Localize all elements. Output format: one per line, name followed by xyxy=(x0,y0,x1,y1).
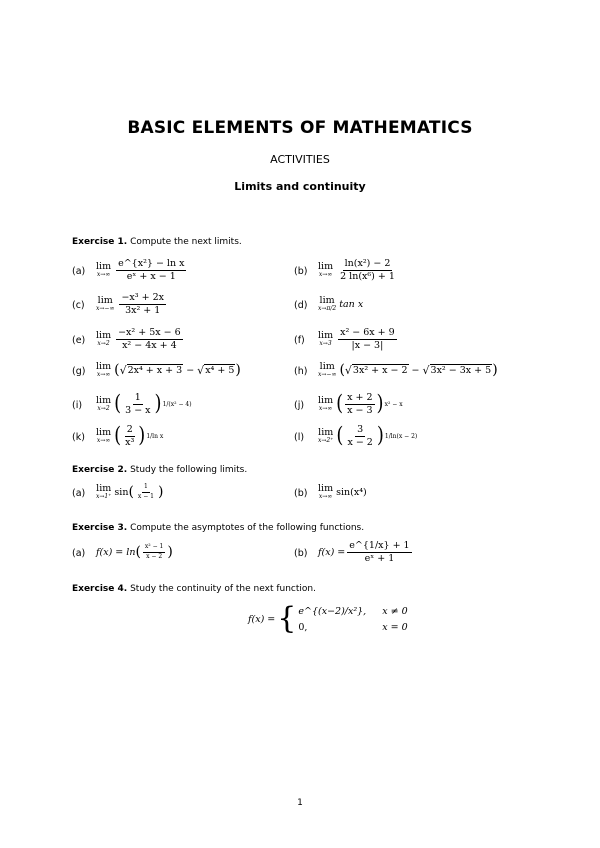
tan-expression: tan x xyxy=(339,298,364,310)
fraction: $\frac{1}{3 - x}$ xyxy=(125,391,151,416)
exponent: 1/ln(x − 2) xyxy=(384,432,418,440)
case-2-value: 0, xyxy=(298,621,308,633)
close-paren: ) xyxy=(492,362,498,378)
exercise-4-instruction: Study the continuity of the next function. xyxy=(130,584,316,594)
limit-operator: lim x→∞ xyxy=(318,482,334,501)
exponent: 1/(x² − 4) xyxy=(162,400,192,408)
open-paren: ( xyxy=(114,390,122,416)
fraction: $\frac{\text{e\textasciicircum{}\{x²\} − ln x}}{\text{eˣ + x − 1}}$ xyxy=(118,257,185,282)
item-label: (g) xyxy=(72,366,86,377)
exercise-3a-expression: f(x) = ln ( $\frac{\text{x² − 1}}{x - 2}$ ) xyxy=(96,543,173,560)
page-title: BASIC ELEMENTS OF MATHEMATICS xyxy=(127,118,473,138)
fraction: $\frac{e\^{}\{1/x\} + 1}{\text{eˣ + 1}}$ xyxy=(349,539,410,564)
close-paren: ) xyxy=(157,484,164,500)
item-label: (b) xyxy=(294,266,308,277)
item-label: (e) xyxy=(72,335,86,346)
case-1-value: e^{(x−2)/x²}, xyxy=(298,605,367,617)
exercise-3b-expression: f(x) = $\frac{e\^{}\{1/x\} + 1}{\text{eˣ + 1}}$ xyxy=(318,539,410,564)
close-paren: ) xyxy=(138,422,146,448)
limit-operator: lim x→∞ xyxy=(96,426,112,445)
item-label: (f) xyxy=(294,335,305,346)
open-paren: ( xyxy=(128,484,134,500)
fraction: $\frac{2}{\text{x³}}$ xyxy=(125,423,135,448)
fraction: $\frac{3}{x - 2}$ xyxy=(347,423,373,448)
limit-operator: lim x→∞ xyxy=(318,260,334,279)
topic-heading: Limits and continuity xyxy=(234,180,366,193)
item-label: (a) xyxy=(72,266,86,277)
brace: { xyxy=(277,601,297,636)
exponent: 1/ln x xyxy=(146,432,164,440)
exercise-1i-expression xyxy=(96,392,192,416)
exercise-1-label: Exercise 1. xyxy=(72,237,128,247)
exercise-1h-expression: lim x→−∞ ( √ 3x² + x − 2 − √ 3x² − 3x + 5 ) xyxy=(318,360,498,379)
limit-operator: lim x→2 xyxy=(96,329,112,348)
limit-operator: lim x→−∞ xyxy=(318,360,337,379)
exercise-2-label: Exercise 2. xyxy=(72,465,128,475)
exercise-1-instruction: Compute the next limits. xyxy=(130,237,242,247)
exponent: x² − x xyxy=(384,400,403,408)
limit-operator: lim x→∞ xyxy=(96,260,112,279)
square-root: √ 2x⁴ + x + 3 xyxy=(119,363,183,377)
fraction: $\frac{\text{ln(x²) − 2}}{\text{2 ln(x⁶) + 1}}$ xyxy=(340,257,395,282)
cases-table xyxy=(298,606,407,633)
limit-operator: lim x→2⁺ xyxy=(318,426,334,445)
exercise-3-instruction: Compute the asymptotes of the following functions. xyxy=(130,523,365,533)
case-1-condition: x ≠ 0 xyxy=(382,605,408,617)
open-paren: ( xyxy=(339,362,345,378)
fraction: $\frac{1}{x - 1}$ xyxy=(137,483,154,500)
close-paren: ) xyxy=(167,544,173,560)
item-label: (b) xyxy=(294,548,308,559)
exercise-2-instruction: Study the following limits. xyxy=(130,465,248,475)
close-paren: ) xyxy=(376,422,384,448)
open-paren: ( xyxy=(336,390,344,416)
fraction: $\frac{\text{−x² + 5x − 6}}{\text{x² − 4x + 4}}$ xyxy=(118,326,181,351)
case-2-condition: x = 0 xyxy=(382,621,408,633)
piecewise-function: f(x) = { e^{(x−2)/x²}, x ≠ 0 0, x = 0 xyxy=(248,601,408,636)
exercise-2a-expression: lim x→1⁺ sin ( $\frac{1}{x - 1}$ ) xyxy=(96,482,164,501)
item-label: (l) xyxy=(294,432,305,443)
item-label: (b) xyxy=(294,488,308,499)
item-label: (h) xyxy=(294,366,308,377)
limit-operator: lim x→−∞ xyxy=(96,294,115,313)
square-root: √ x⁴ + 5 xyxy=(197,363,235,377)
exercise-1g-expression: lim x→∞ ( √ 2x⁴ + x + 3 − √ x⁴ + 5 ) xyxy=(96,360,241,379)
item-label: (d) xyxy=(294,300,308,311)
close-paren: ) xyxy=(376,390,384,416)
square-root: √ 3x² − 3x + 5 xyxy=(422,363,492,377)
page-subtitle: ACTIVITIES xyxy=(270,153,330,166)
exercise-1b-expression xyxy=(318,258,399,282)
exercise-2-heading xyxy=(72,465,247,475)
item-label: (a) xyxy=(72,548,86,559)
exercise-2b-expression: lim x→∞ sin(x⁴) xyxy=(318,482,367,501)
fraction: $\frac{\text{x² − 1}}{x - 2}$ xyxy=(144,543,164,560)
item-label: (i) xyxy=(72,400,83,411)
item-label: (c) xyxy=(72,300,85,311)
open-paren: ( xyxy=(135,544,141,560)
item-label: (j) xyxy=(294,400,305,411)
close-paren: ) xyxy=(154,390,162,416)
exercise-1d-expression xyxy=(318,292,363,316)
limit-operator: lim x→π/2 xyxy=(318,294,337,313)
limit-operator: lim x→∞ xyxy=(318,394,334,413)
exercise-4-label: Exercise 4. xyxy=(72,584,128,594)
exercise-3-label: Exercise 3. xyxy=(72,523,128,533)
limit-operator: lim x→1⁺ xyxy=(96,482,112,501)
exercise-4-heading xyxy=(72,584,316,594)
exercise-1a-expression xyxy=(96,258,188,282)
exercise-1e-expression xyxy=(96,327,185,351)
page-number: 1 xyxy=(297,798,303,808)
open-paren: ( xyxy=(114,362,120,378)
exercise-3-heading xyxy=(72,523,364,533)
fraction: $\frac{\text{x² − 6x + 9}}{|x - 3|}$ xyxy=(340,326,395,351)
exercise-1j-expression xyxy=(318,392,403,416)
limit-operator: lim x→2 xyxy=(96,394,112,413)
open-paren: ( xyxy=(114,422,122,448)
close-paren: ) xyxy=(235,362,241,378)
square-root: √ 3x² + x − 2 xyxy=(344,363,408,377)
exercise-1-heading xyxy=(72,237,242,247)
open-paren: ( xyxy=(336,422,344,448)
fraction: $\frac{\text{−x³ + 2x}}{\text{3x² + 1}}$ xyxy=(121,291,164,316)
exercise-1k-expression xyxy=(96,424,163,448)
limit-operator: lim x→∞ xyxy=(96,360,112,379)
item-label: (a) xyxy=(72,488,86,499)
limit-operator: lim x→3 xyxy=(318,329,334,348)
exercise-1l-expression xyxy=(318,424,417,448)
item-label: (k) xyxy=(72,432,85,443)
exercise-1f-expression xyxy=(318,327,399,351)
exercise-1c-expression xyxy=(96,292,168,316)
fraction: $\frac{x + 2}{x - 3}$ xyxy=(347,391,373,416)
